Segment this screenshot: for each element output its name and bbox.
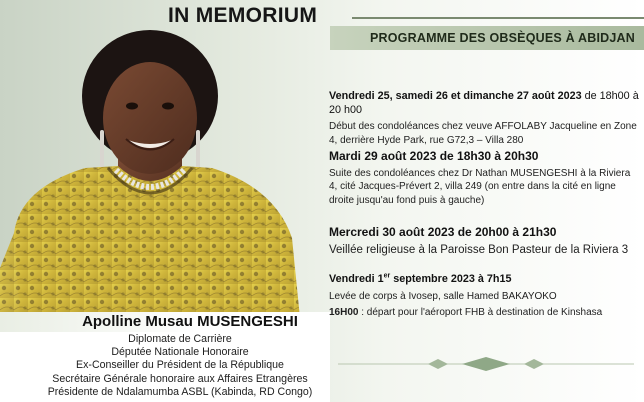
event-item: [329, 226, 639, 258]
ornament-divider: [338, 356, 634, 372]
title-line: Députée Nationale Honoraire: [111, 346, 249, 359]
page-title: IN MEMORIUM: [168, 4, 318, 27]
event-description: Veillée religieuse à la Paroisse Bon Pasteur de la Riviera 3: [329, 243, 629, 256]
title-line: Ex-Conseiller du Président de la République: [76, 359, 284, 372]
title-rule: [352, 17, 644, 19]
event-date: Vendredi 1er septembre 2023 à 7h15: [329, 272, 512, 285]
event-time: de 18h00 à 20 h00: [329, 90, 639, 116]
event-item: [329, 273, 639, 320]
event-description: Suite des condoléances chez Dr Nathan MUSENGESHI à la Riviera 4, cité Jacques-Prévert 2, villa 249 (on entre dans la cité en ligne droite jusqu'au fond puis à gauche): [329, 167, 631, 206]
event-date: Vendredi 25, samedi 26 et dimanche 27 août 2023: [329, 90, 582, 102]
deceased-name: Apolline Musau MUSENGESHI: [82, 313, 298, 330]
portrait-photo: [0, 18, 320, 318]
event-date: Mardi 29 août 2023 de 18h30 à 20h30: [329, 149, 539, 163]
title-line: Présidente de Ndalamumba ASBL (Kabinda, RD Congo): [47, 385, 313, 398]
event-item: [329, 150, 639, 207]
title-line: Secrétaire Générale honoraire aux Affaires Etrangères: [52, 372, 308, 385]
deceased-titles: [30, 333, 330, 399]
event-description: Levée de corps à Ivosep, salle Hamed BAKAYOKO: [329, 290, 557, 302]
event-item: [329, 90, 639, 147]
event-description: 16H00 : départ pour l'aéroport FHB à destination de Kinshasa: [329, 307, 603, 318]
event-description: Début des condoléances chez veuve AFFOLABY Jacqueline en Zone 4, derrière Hyde Park, rue G72,3 – Villa 280: [329, 121, 637, 146]
title-line: Diplomate de Carrière: [128, 333, 232, 345]
event-date: Mercredi 30 août 2023 de 20h00 à 21h30: [329, 225, 557, 239]
programme-title: PROGRAMME DES OBSÈQUES À ABIDJAN: [370, 31, 635, 45]
